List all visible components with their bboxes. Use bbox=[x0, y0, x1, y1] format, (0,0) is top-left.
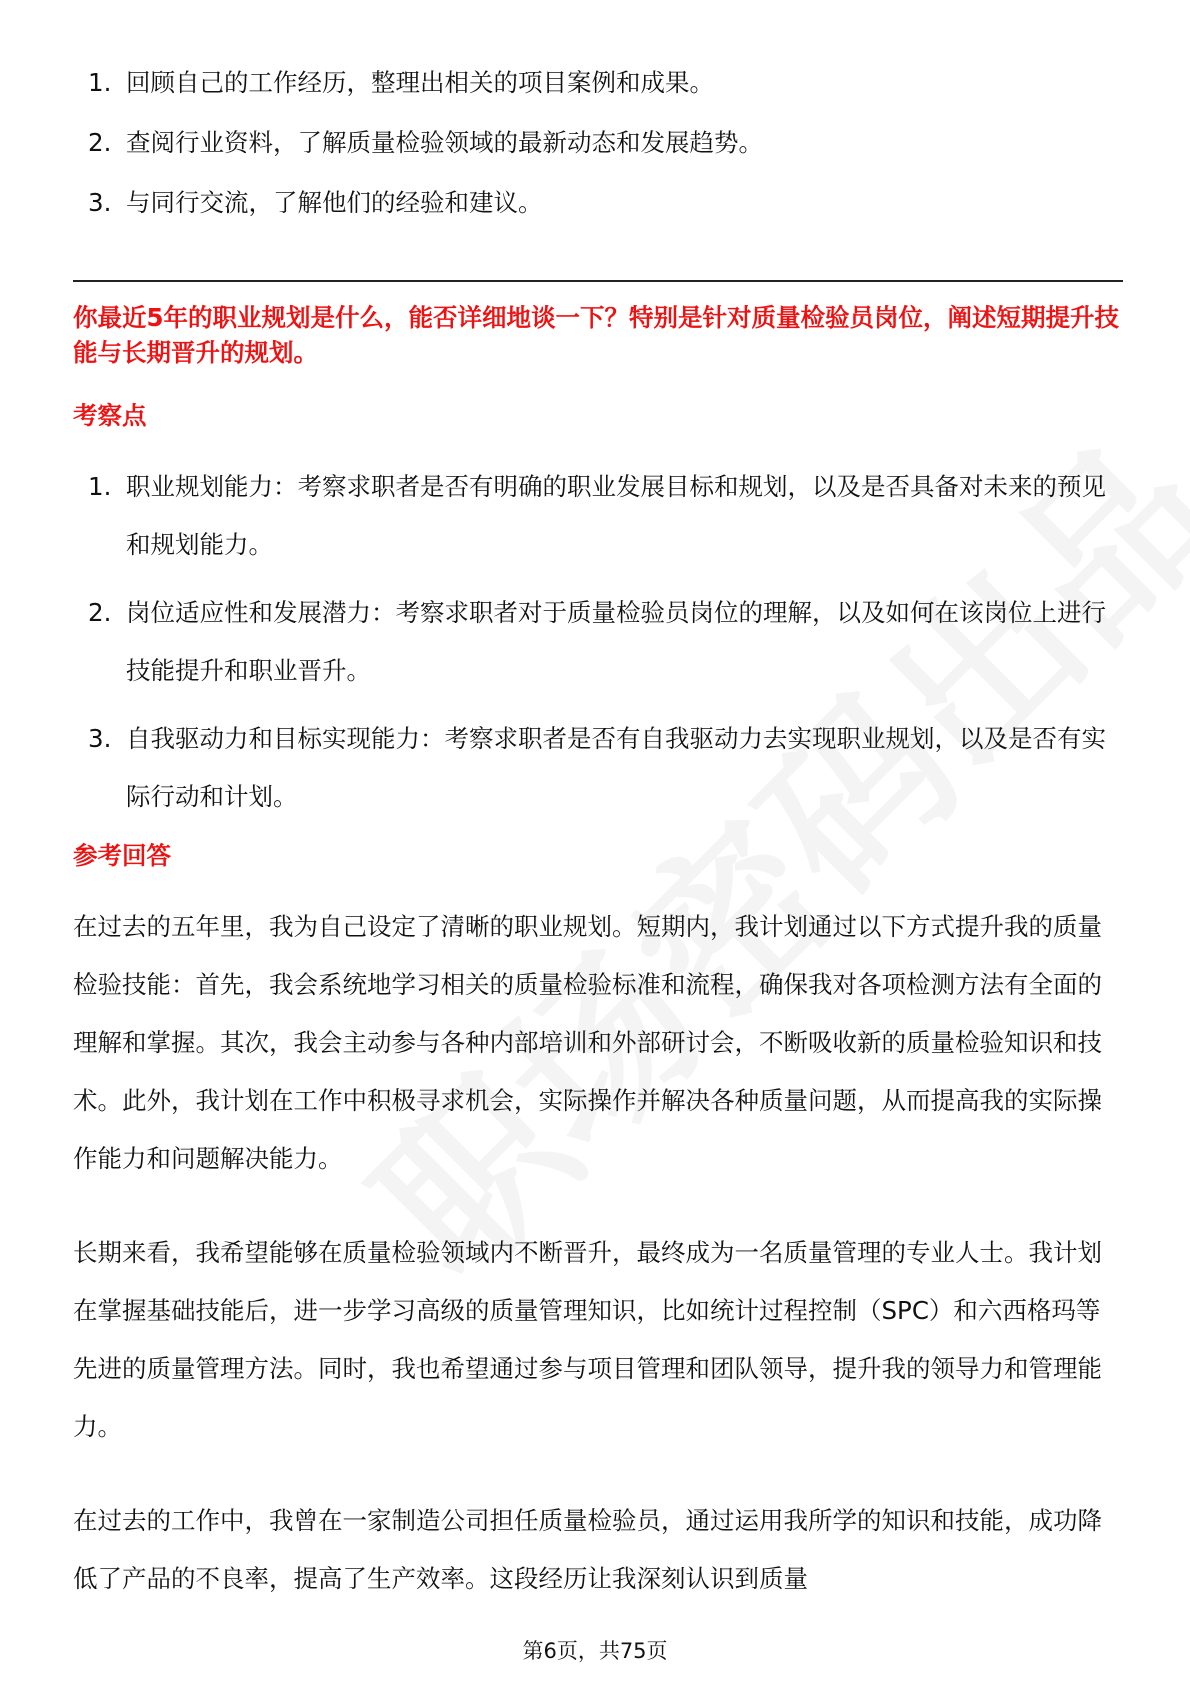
list-text: 自我驱动力和目标实现能力：考察求职者是否有自我驱动力去实现职业规划，以及是否有实际行动和计划。 bbox=[126, 724, 1106, 811]
answer-paragraph: 在过去的五年里，我为自己设定了清晰的职业规划。短期内，我计划通过以下方式提升我的质量检验技能：首先，我会系统地学习相关的质量检验标准和流程，确保我对各项检测方法有全面的理解和掌握。其次，我会主动参与各种内部培训和外部研讨会，不断吸收新的质量检验知识和技术。此外，我计划在工作中积极寻求机会，实际操作并解决各种质量问题，从而提高我的实际操作能力和问题解决能力。 bbox=[73, 912, 1102, 1173]
list-number: 1. bbox=[88, 472, 112, 501]
list-item bbox=[80, 114, 1120, 172]
list-item bbox=[80, 174, 1120, 232]
list-number: 1. bbox=[88, 68, 112, 97]
list-number: 2. bbox=[88, 128, 112, 157]
list-text: 回顾自己的工作经历，整理出相关的项目案例和成果。 bbox=[126, 68, 714, 97]
list-item bbox=[80, 54, 1120, 112]
interview-question: 你最近5年的职业规划是什么，能否详细地谈一下？特别是针对质量检验员岗位，阐述短期提升技能与长期晋升的规划。 bbox=[73, 303, 1120, 367]
list-text: 岗位适应性和发展潜力：考察求职者对于质量检验员岗位的理解，以及如何在该岗位上进行技能提升和职业晋升。 bbox=[126, 598, 1106, 685]
list-item bbox=[80, 584, 1120, 700]
list-number: 2. bbox=[88, 598, 112, 627]
list-item bbox=[80, 710, 1120, 826]
answer-paragraph: 长期来看，我希望能够在质量检验领域内不断晋升，最终成为一名质量管理的专业人士。我计划在掌握基础技能后，进一步学习高级的质量管理知识，比如统计过程控制（SPC）和六西格玛等先进的质量管理方法。同时，我也希望通过参与项目管理和团队领导，提升我的领导力和管理能力。 bbox=[73, 1238, 1102, 1441]
top-numbered-list bbox=[80, 54, 1120, 234]
page-number: 第6页，共75页 bbox=[522, 1639, 668, 1663]
list-text: 查阅行业资料，了解质量检验领域的最新动态和发展趋势。 bbox=[126, 128, 763, 157]
list-item bbox=[80, 458, 1120, 574]
assessment-points-heading: 考察点 bbox=[73, 401, 147, 430]
list-number: 3. bbox=[88, 724, 112, 753]
list-text: 职业规划能力：考察求职者是否有明确的职业发展目标和规划，以及是否具备对未来的预见和规划能力。 bbox=[126, 472, 1106, 559]
list-text: 与同行交流，了解他们的经验和建议。 bbox=[126, 188, 543, 217]
section-divider bbox=[73, 280, 1123, 282]
reference-answer-heading: 参考回答 bbox=[73, 841, 171, 870]
list-number: 3. bbox=[88, 188, 112, 217]
assessment-points-list bbox=[80, 458, 1120, 836]
answer-paragraph: 在过去的工作中，我曾在一家制造公司担任质量检验员，通过运用我所学的知识和技能，成功降低了产品的不良率，提高了生产效率。这段经历让我深刻认识到质量 bbox=[73, 1506, 1102, 1593]
